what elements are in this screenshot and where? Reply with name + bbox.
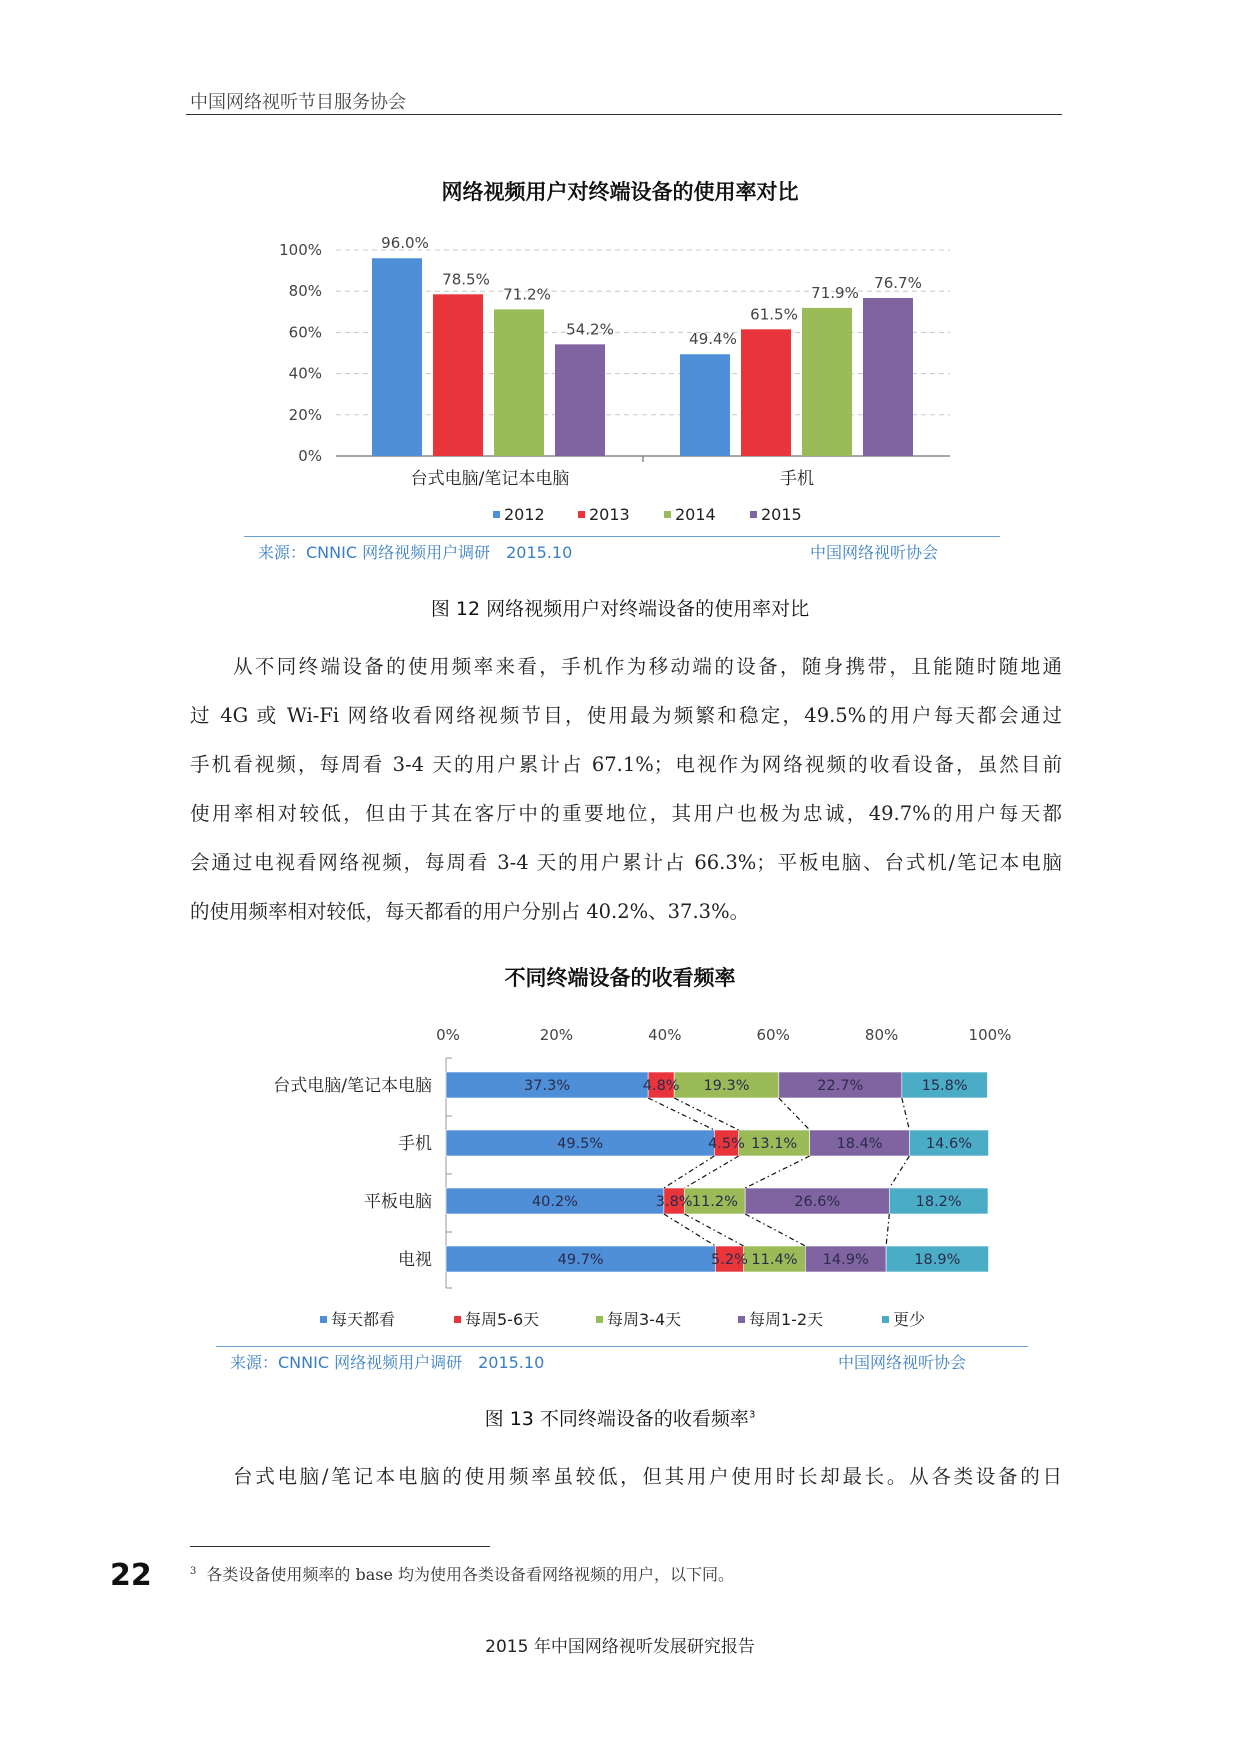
legend-label: 2015 — [761, 505, 802, 524]
body-paragraph-1 — [190, 642, 1062, 936]
chart2-data-labels — [524, 1078, 972, 1268]
chart1-gridlines — [336, 250, 950, 415]
data-label: 13.1% — [751, 1136, 798, 1152]
y-tick-label: 80% — [288, 282, 322, 301]
data-label: 49.5% — [557, 1136, 604, 1152]
figure13-caption — [0, 1404, 1240, 1431]
y-tick-label: 60% — [288, 323, 322, 342]
figure12-caption: 图 12 网络视频用户对终端设备的使用率对比 — [430, 598, 810, 620]
connector-line — [648, 1098, 714, 1130]
legend-swatch — [738, 1316, 745, 1323]
data-label: 76.7% — [874, 273, 922, 292]
document-footer: 2015 年中国网络视听发展研究报告 — [485, 1637, 755, 1657]
footnote-text: 各类设备使用频率的 base 均为使用各类设备看网络视频的用户，以下同。 — [206, 1565, 735, 1584]
y-tick-label: 0% — [298, 447, 322, 465]
chart2-bars — [446, 1072, 989, 1272]
data-label: 37.3% — [524, 1078, 571, 1094]
figure13-caption-text: 图 13 不同终端设备的收看频率 — [484, 1408, 749, 1430]
data-label: 40.2% — [531, 1194, 578, 1210]
document-header: 中国网络视听节目服务协会 — [190, 92, 406, 113]
legend-swatch — [493, 511, 500, 518]
paragraph-line: 使用率相对较低，但由于其在客厅中的重要地位，其用户也极为忠诚，49.7%的用户每天都 — [190, 802, 1062, 825]
page-number: 22 — [110, 1558, 152, 1593]
body-paragraph-2 — [190, 1452, 1062, 1501]
chart2-title: 不同终端设备的收看频率 — [504, 966, 736, 990]
x-tick-label: 40% — [648, 1026, 682, 1044]
category-label: 手机 — [780, 469, 814, 489]
x-tick-label: 60% — [756, 1026, 790, 1044]
data-label: 26.6% — [794, 1194, 841, 1210]
bar — [433, 294, 483, 456]
chart2-legend — [320, 1310, 925, 1329]
data-label: 11.4% — [751, 1252, 798, 1268]
connector-line — [889, 1156, 909, 1188]
chart2-connector-lines — [648, 1098, 909, 1246]
data-label: 49.7% — [557, 1252, 604, 1268]
legend-swatch — [882, 1316, 889, 1323]
data-label: 5.2% — [711, 1252, 748, 1268]
data-label: 14.9% — [822, 1252, 869, 1268]
legend-swatch — [596, 1316, 603, 1323]
data-label: 3.8% — [655, 1194, 693, 1210]
legend-swatch — [320, 1316, 327, 1323]
footnote — [190, 1562, 734, 1585]
bar — [494, 309, 544, 456]
chart1-legend — [493, 505, 802, 524]
chart2-source: 来源：CNNIC 网络视频用户调研 2015.10 — [230, 1353, 545, 1372]
chart1-source-rule — [244, 536, 1000, 537]
category-label: 电视 — [398, 1250, 432, 1270]
data-label: 61.5% — [750, 305, 798, 324]
legend-label: 更少 — [893, 1310, 926, 1329]
paragraph-line: 会通过电视看网络视频，每周看 3-4 天的用户累计占 66.3%；平板电脑、台式机/笔记本电脑 — [190, 851, 1062, 874]
paragraph-line: 从不同终端设备的使用频率来看，手机作为移动端的设备，随身携带，且能随时随地通 — [233, 655, 1062, 678]
connector-line — [684, 1156, 738, 1188]
legend-label: 每周3-4天 — [607, 1310, 682, 1329]
category-label: 台式电脑/笔记本电脑 — [410, 469, 570, 489]
paragraph-line: 台式电脑/笔记本电脑的使用频率虽较低，但其用户使用时长却最长。从各类设备的日 — [233, 1465, 1062, 1488]
legend-label: 每天都看 — [331, 1310, 396, 1329]
data-label: 22.7% — [817, 1078, 864, 1094]
data-label: 18.2% — [915, 1194, 962, 1210]
paragraph-line: 手机看视频，每周看 3-4 天的用户累计占 67.1%；电视作为网络视频的收看设备，虽然目前 — [190, 753, 1062, 776]
chart1-x-axis — [411, 469, 814, 489]
legend-label: 每周5-6天 — [465, 1310, 540, 1329]
bar — [741, 329, 791, 456]
connector-line — [745, 1156, 809, 1188]
legend-label: 2013 — [589, 505, 630, 524]
legend-swatch — [578, 511, 585, 518]
chart1-source-org: 中国网络视听协会 — [810, 543, 939, 562]
x-tick-label: 100% — [968, 1026, 1012, 1044]
data-label: 4.8% — [642, 1078, 680, 1094]
chart1-source: 来源：CNNIC 网络视频用户调研 2015.10 — [258, 543, 573, 562]
connector-line — [902, 1098, 910, 1130]
bar — [555, 344, 605, 456]
chart2-source-org: 中国网络视听协会 — [838, 1353, 967, 1372]
data-label: 78.5% — [442, 270, 490, 289]
chart2-category-labels — [273, 1076, 432, 1270]
y-tick-label: 40% — [288, 364, 322, 383]
data-label: 11.2% — [691, 1194, 738, 1210]
data-label: 14.6% — [925, 1136, 973, 1152]
data-label: 71.2% — [503, 285, 551, 304]
data-label: 18.4% — [836, 1136, 883, 1152]
viewing-frequency-chart — [0, 1000, 1240, 1360]
data-label: 19.3% — [703, 1078, 750, 1094]
connector-line — [886, 1214, 889, 1246]
bar — [680, 354, 730, 456]
footnote-ref: 3 — [748, 1409, 756, 1421]
chart2-x-axis — [436, 1026, 1011, 1044]
usage-rate-chart — [0, 0, 1240, 560]
paragraph-line: 过 4G 或 Wi-Fi 网络收看网络视频节目，使用最为频繁和稳定，49.5%的用户每天都会通过 — [190, 704, 1062, 727]
category-label: 手机 — [398, 1134, 432, 1154]
data-label: 71.9% — [811, 283, 859, 302]
category-label: 台式电脑/笔记本电脑 — [273, 1076, 432, 1096]
legend-swatch — [750, 511, 757, 518]
data-label: 15.8% — [921, 1078, 968, 1094]
footnote-mark: 3 — [190, 1565, 197, 1577]
bar — [372, 258, 422, 456]
chart1-title: 网络视频用户对终端设备的使用率对比 — [441, 180, 799, 204]
footnote-rule — [190, 1546, 490, 1547]
legend-label: 每周1-2天 — [749, 1310, 824, 1329]
legend-swatch — [664, 511, 671, 518]
x-tick-label: 80% — [864, 1026, 899, 1044]
connector-line — [779, 1098, 810, 1130]
y-tick-label: 100% — [279, 241, 322, 259]
paragraph-line: 的使用频率相对较低，每天都看的用户分别占 40.2%、37.3%。 — [190, 900, 750, 923]
x-tick-label: 20% — [539, 1026, 574, 1044]
data-label: 18.9% — [914, 1252, 961, 1268]
legend-swatch — [454, 1316, 461, 1323]
chart2-source-rule — [216, 1346, 1028, 1347]
connector-line — [674, 1098, 738, 1130]
data-label: 96.0% — [381, 234, 429, 253]
x-tick-label: 0% — [436, 1026, 460, 1044]
data-label: 4.5% — [708, 1136, 745, 1152]
connector-line — [684, 1214, 743, 1246]
bar — [863, 298, 913, 456]
legend-label: 2014 — [675, 505, 716, 524]
connector-line — [664, 1156, 714, 1188]
category-label: 平板电脑 — [364, 1192, 432, 1212]
data-label: 54.2% — [566, 320, 614, 339]
connector-line — [745, 1214, 805, 1246]
legend-label: 2012 — [504, 505, 545, 524]
y-tick-label: 20% — [288, 405, 322, 424]
bar — [802, 308, 852, 456]
data-label: 49.4% — [689, 330, 737, 349]
connector-line — [664, 1214, 715, 1246]
